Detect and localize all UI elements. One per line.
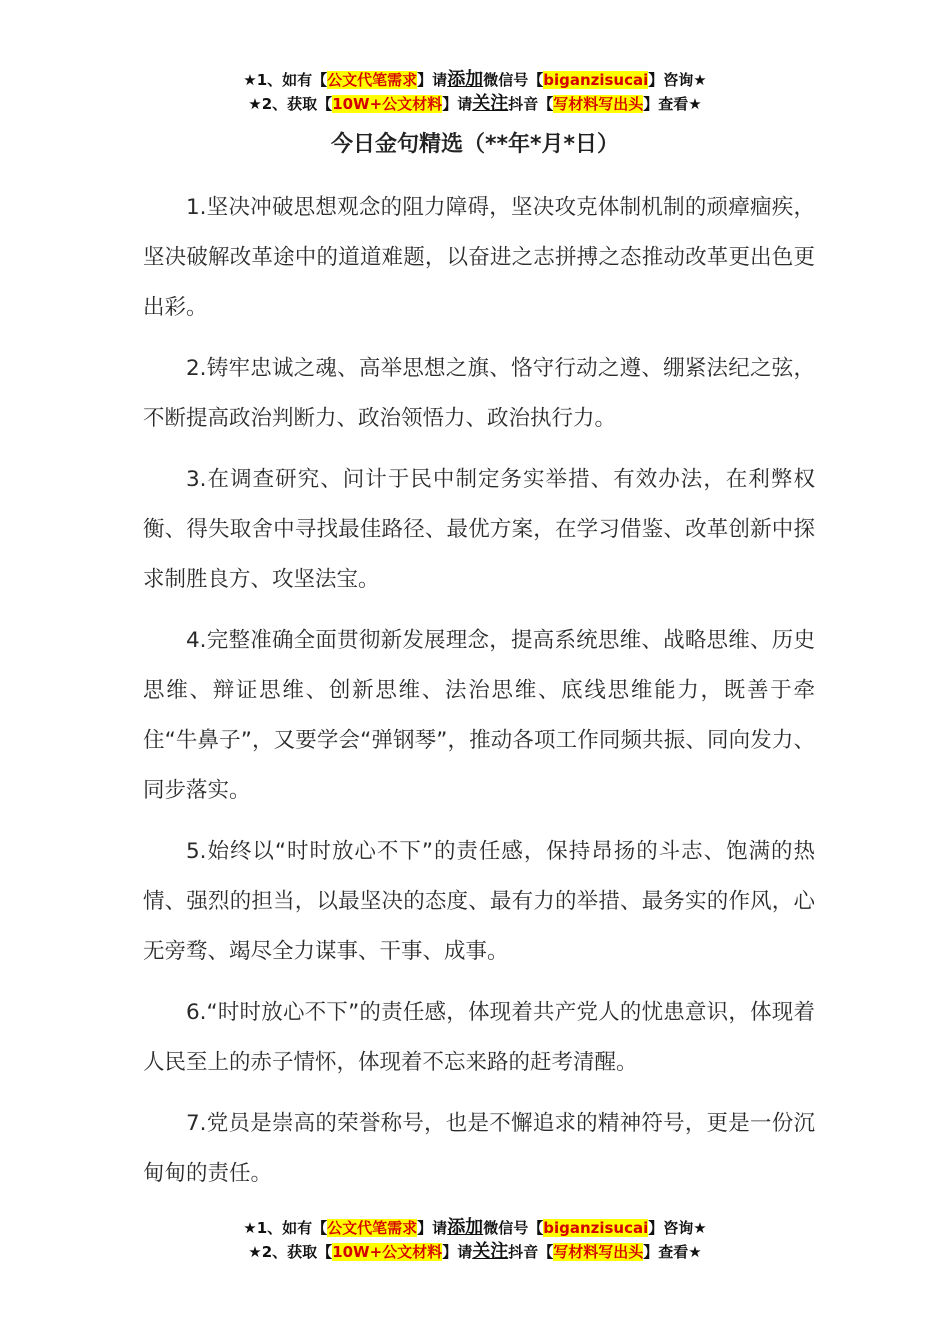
quote-paragraph: 6.“时时放心不下”的责任感，体现着共产党人的忧患意识，体现着人民至上的赤子情怀，体现着不忘来路的赶考清醒。 — [143, 1000, 815, 1075]
header-promo-banner — [0, 68, 950, 116]
wechat-id: biganzisucai — [543, 1219, 649, 1237]
promo-line-2: ★2、获取【10W+公文材料】请关注抖音【写材料写出头】查看★ — [248, 93, 702, 114]
material-highlight: 10W+公文材料 — [332, 95, 443, 113]
service-highlight: 公文代笔需求 — [327, 71, 418, 89]
quote-list — [143, 183, 815, 1210]
wechat-id: biganzisucai — [543, 71, 649, 89]
material-highlight: 10W+公文材料 — [332, 1243, 443, 1261]
promo-line-1: ★1、如有【公文代笔需求】请添加微信号【biganzisucai】咨询★ — [243, 69, 707, 90]
quote-paragraph: 2.铸牢忠诚之魂、高举思想之旗、恪守行动之遵、绷紧法纪之弦，不断提高政治判断力、政治领悟力、政治执行力。 — [143, 356, 815, 431]
service-highlight: 公文代笔需求 — [327, 1219, 418, 1237]
page-title: 今日金句精选（**年*月*日） — [330, 132, 620, 157]
quote-paragraph: 4.完整准确全面贯彻新发展理念，提高系统思维、战略思维、历史思维、辩证思维、创新思维、法治思维、底线思维能力，既善于牵住“牛鼻子”，又要学会“弹钢琴”，推动各项工作同频共振、同向发力、同步落实。 — [143, 628, 815, 803]
douyin-account: 写材料写出头 — [553, 1243, 644, 1261]
quote-paragraph: 5.始终以“时时放心不下”的责任感，保持昂扬的斗志、饱满的热情、强烈的担当，以最坚决的态度、最有力的举措、最务实的作风，心无旁骛、竭尽全力谋事、干事、成事。 — [143, 839, 815, 964]
promo-line-2: ★2、获取【10W+公文材料】请关注抖音【写材料写出头】查看★ — [248, 1241, 702, 1262]
douyin-account: 写材料写出头 — [553, 95, 644, 113]
promo-line-1: ★1、如有【公文代笔需求】请添加微信号【biganzisucai】咨询★ — [243, 1217, 707, 1238]
quote-paragraph: 3.在调查研究、问计于民中制定务实举措、有效办法，在利弊权衡、得失取舍中寻找最佳路径、最优方案，在学习借鉴、改革创新中探求制胜良方、攻坚法宝。 — [143, 467, 815, 592]
quote-paragraph: 1.坚决冲破思想观念的阻力障碍，坚决攻克体制机制的顽瘴痼疾，坚决破解改革途中的道道难题，以奋进之志拼搏之态推动改革更出色更出彩。 — [143, 195, 815, 320]
quote-paragraph: 7.党员是崇高的荣誉称号，也是不懈追求的精神符号，更是一份沉甸甸的责任。 — [143, 1111, 815, 1186]
footer-promo-banner — [0, 1216, 950, 1264]
